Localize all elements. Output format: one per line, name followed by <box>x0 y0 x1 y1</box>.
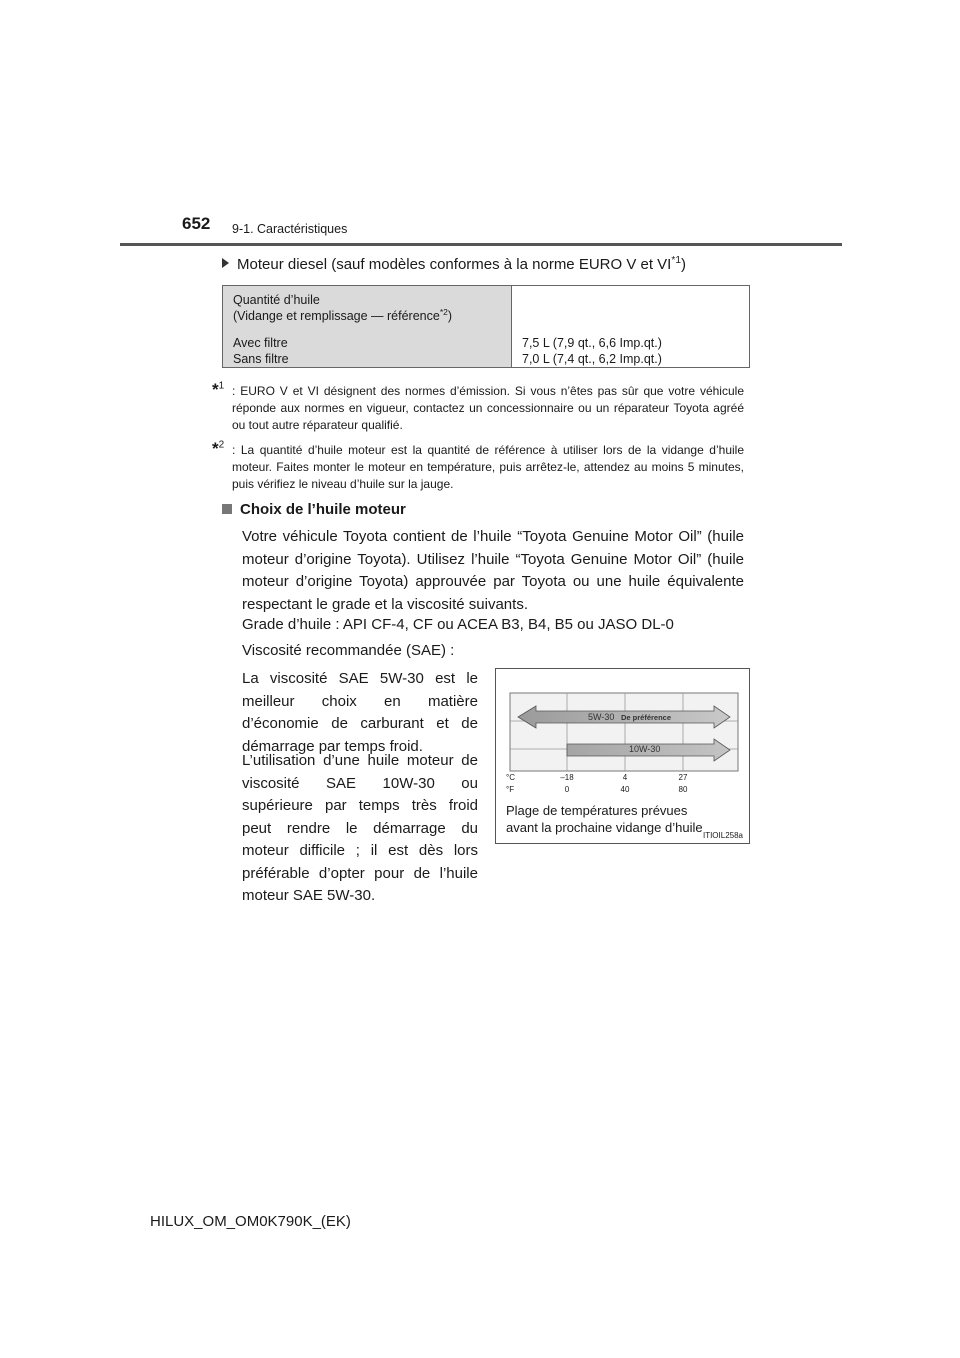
triangle-bullet-icon <box>222 258 229 268</box>
tick-c-1: –18 <box>560 773 574 782</box>
oil-capacity-table <box>222 285 750 368</box>
tick-c-3: 27 <box>678 773 688 782</box>
oil-table-value-column <box>512 286 749 367</box>
tick-c-2: 4 <box>622 773 628 782</box>
viscosity-5w30-paragraph: La viscosité SAE 5W-30 est le meilleur choix en matière d’économie de carburant et de démarrage par temps froid. <box>242 670 478 755</box>
section-heading: Choix de l’huile moteur <box>222 501 406 518</box>
tick-f-2: 40 <box>620 785 630 794</box>
arrow-5w30-preference: De préférence <box>621 713 672 722</box>
arrow-5w30-label: 5W-30 <box>588 712 615 722</box>
header-rule <box>120 243 842 246</box>
oil-grade-text: Grade d’huile : API CF-4, CF ou ACEA B3, B4, B5 ou JASO DL-0 <box>242 616 674 633</box>
unit-celsius: °C <box>506 773 515 782</box>
unit-fahrenheit: °F <box>506 785 515 794</box>
document-id: HILUX_OM_OM0K790K_(EK) <box>150 1213 351 1230</box>
page-number: 652 <box>182 214 211 233</box>
viscosity-10w30-paragraph: L’utilisation d’une huile moteur de viscosité SAE 10W-30 ou supérieure par temps très froid peut rendre le démarrage du moteur difficile ; il est dès lors préférable d’opter pour de l’huile moteur SAE 5W-30. <box>242 752 478 904</box>
oil-table-row-label: Sans filtre <box>233 352 289 366</box>
footnote-2-text: : La quantité d’huile moteur est la quantité de référence à utiliser lors de la vidange d’huile moteur. Faites monter le moteur en température, puis arrêtez-le, attendez au moins 5 minutes, puis vérifiez le niveau d’huile sur la jauge. <box>232 443 744 491</box>
oil-table-row-values <box>522 335 662 367</box>
footnote-2-marker: *$^2$ <box>212 439 225 458</box>
subsection-close: ) <box>681 256 686 273</box>
oil-table-row-labels <box>233 335 289 367</box>
footnote-2 <box>212 439 744 493</box>
oil-table-row-label: Avec filtre <box>233 336 288 350</box>
figure-caption: Plage de températures prévues avant la prochaine vidange d’huile <box>506 803 703 835</box>
tick-f-3: 80 <box>678 785 688 794</box>
figure-code: ITIOIL258a <box>702 831 743 840</box>
tick-f-1: 0 <box>564 785 570 794</box>
oil-table-row-value: 7,5 L (7,9 qt., 6,6 Imp.qt.) <box>522 336 662 350</box>
viscosity-temperature-figure <box>495 668 750 844</box>
footnote-1-marker: *$^1$ <box>212 380 225 399</box>
oil-table-header <box>233 292 452 324</box>
oil-table-header-line2: (Vidange et remplissage — référence$^{*2}$) <box>233 306 453 323</box>
footnote-1 <box>212 380 744 434</box>
subsection-text: Moteur diesel (sauf modèles conformes à la norme EURO V et VI <box>237 256 672 273</box>
square-bullet-icon <box>222 504 232 514</box>
oil-table-footnote-ref: *2 <box>439 306 448 317</box>
section-title: 9-1. Caractéristiques <box>232 222 348 236</box>
viscosity-label: Viscosité recommandée (SAE) : <box>242 642 455 659</box>
chart-grid-frame <box>510 693 738 771</box>
arrow-10w30-label: 10W-30 <box>629 744 661 754</box>
subsection-footnote-ref: *1 <box>671 255 681 266</box>
subsection-title <box>222 256 686 273</box>
oil-choice-paragraph: Votre véhicule Toyota contient de l’huile “Toyota Genuine Motor Oil” (huile moteur d’origine Toyota). Utilisez l’huile “Toyota Genuine Motor Oil” (huile moteur d’origine Toyota) approuvée par Toyota ou une huile équivalente respectant le grade et la viscosité suivants. <box>242 528 744 613</box>
oil-table-header-line1: Quantité d’huile <box>233 293 320 307</box>
oil-table-label-column <box>223 286 512 367</box>
footnote-1-text: : EURO V et VI désignent des normes d’émission. Si vous n’êtes pas sûr que votre véhicule réponde aux normes en vigueur, contactez un concessionnaire ou un réparateur Toyota agréé ou tout autre réparateur qualifié. <box>232 384 744 432</box>
oil-table-row-value: 7,0 L (7,4 qt., 6,2 Imp.qt.) <box>522 352 662 366</box>
